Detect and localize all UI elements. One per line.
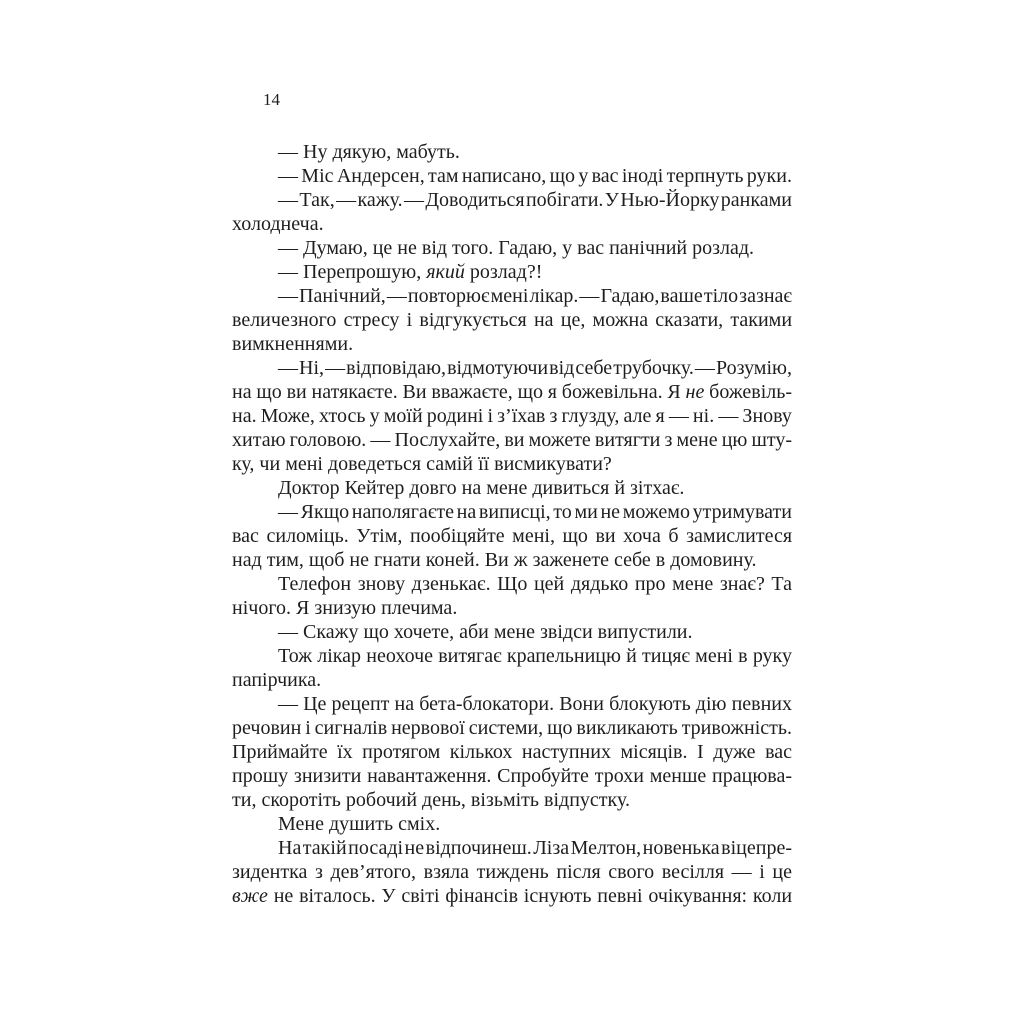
text-segment: — Міс Андерсен, там написано, що у вас іноді терпнуть руки.: [278, 165, 792, 187]
text-line: [232, 428, 792, 452]
text-segment: холоднеча.: [232, 213, 324, 235]
text-line: [232, 884, 792, 908]
text-line: [232, 308, 792, 332]
italic-text: вже: [232, 885, 268, 907]
text-segment: хитаю головою. — Послухайте, ви можете витягти з мене цю шту-: [232, 429, 793, 451]
text-line: [232, 644, 792, 668]
text-segment: Телефон знову дзенькає. Що цей дядько про мене знає? Та: [278, 573, 793, 595]
text-line: [232, 284, 792, 308]
italic-text: не: [685, 381, 705, 403]
text-segment: божевіль-: [704, 381, 793, 403]
text-line: [232, 236, 792, 260]
text-line: [232, 188, 792, 212]
text-segment: розлад?!: [464, 261, 543, 283]
text-segment: на що ви натякаєте. Ви вважаєте, що я божевільна. Я: [232, 381, 686, 403]
text-segment: — Так, — кажу. — Доводиться побігати. У Нью-Йорку ранками: [278, 189, 792, 211]
text-line: [232, 692, 792, 716]
text-line: [232, 332, 792, 356]
text-segment: — Це рецепт на бета-блокатори. Вони блокують дію певних: [278, 693, 793, 715]
text-segment: над тим, щоб не гнати коней. Ви ж заженете себе в домовину.: [232, 549, 757, 571]
text-segment: на. Може, хтось у моїй родині і з’їхав з глузду, але я — ні. — Знову: [232, 405, 792, 427]
text-segment: Доктор Кейтер довго на мене дивиться й зітхає.: [278, 477, 685, 499]
text-line: [232, 836, 792, 860]
text-segment: не віталось. У світі фінансів існують певні очікування: коли: [267, 885, 793, 907]
text-segment: На такій посаді не відпочинеш. Ліза Мелтон, новенька віцепре-: [278, 837, 792, 859]
text-line: [232, 500, 792, 524]
text-line: [232, 716, 792, 740]
text-line: [232, 380, 792, 404]
page-number: 14: [263, 90, 280, 109]
text-segment: ти, скоротіть робочий день, візьміть відпустку.: [232, 789, 630, 811]
text-line: [232, 860, 792, 884]
text-segment: ку, чи мені доведеться самій її висмикувати?: [232, 453, 612, 475]
text-segment: — Панічний, — повторює мені лікар. — Гадаю, ваше тіло зазнає: [278, 285, 793, 307]
text-segment: величезного стресу і відгукується на це, можна сказати, такими: [232, 309, 793, 331]
text-line: [232, 548, 792, 572]
text-line: [232, 476, 792, 500]
text-line: [232, 764, 792, 788]
italic-text: який: [426, 261, 465, 283]
text-segment: папірчика.: [232, 669, 322, 691]
text-line: [232, 620, 792, 644]
text-line: [232, 140, 792, 164]
text-segment: — Ні, — відповідаю, відмотуючи від себе трубочку. — Розумію,: [278, 357, 792, 379]
text-segment: зидентка з дев’ятого, взяла тиждень після свого весілля — і це: [232, 861, 793, 883]
text-line: [232, 740, 792, 764]
text-line: [232, 788, 792, 812]
text-segment: речовин і сигналів нервової системи, що викликають тривожність.: [232, 717, 793, 739]
text-line: [232, 356, 792, 380]
text-segment: — Якщо наполягаєте на виписці, то ми не можемо утримувати: [278, 501, 792, 523]
text-segment: вимкненнями.: [232, 333, 354, 355]
text-line: [232, 668, 792, 692]
text-line: [232, 596, 792, 620]
text-line: [232, 812, 792, 836]
text-segment: вас силоміць. Утім, пообіцяйте мені, що ви хоча б замислитеся: [232, 525, 793, 547]
text-line: [232, 524, 792, 548]
text-segment: нічого. Я знизую плечима.: [232, 597, 458, 619]
text-line: [232, 212, 792, 236]
text-segment: — Ну дякую, мабуть.: [278, 141, 460, 163]
text-line: [232, 572, 792, 596]
text-segment: Мене душить сміх.: [278, 813, 441, 835]
text-segment: прошу знизити навантаження. Спробуйте трохи менше працюва-: [232, 765, 792, 787]
text-segment: Тож лікар неохоче витягає крапельницю й тицяє мені в руку: [278, 645, 792, 667]
text-line: [232, 164, 792, 188]
text-segment: — Перепрошую,: [278, 261, 427, 283]
text-segment: Приймайте їх протягом кількох наступних місяців. І дуже вас: [232, 741, 793, 763]
text-segment: — Думаю, це не від того. Гадаю, у вас панічний розлад.: [278, 237, 755, 259]
text-segment: — Скажу що хочете, аби мене звідси випустили.: [278, 621, 693, 643]
text-line: [232, 260, 792, 284]
text-line: [232, 404, 792, 428]
text-block: [232, 140, 792, 908]
text-line: [232, 452, 792, 476]
